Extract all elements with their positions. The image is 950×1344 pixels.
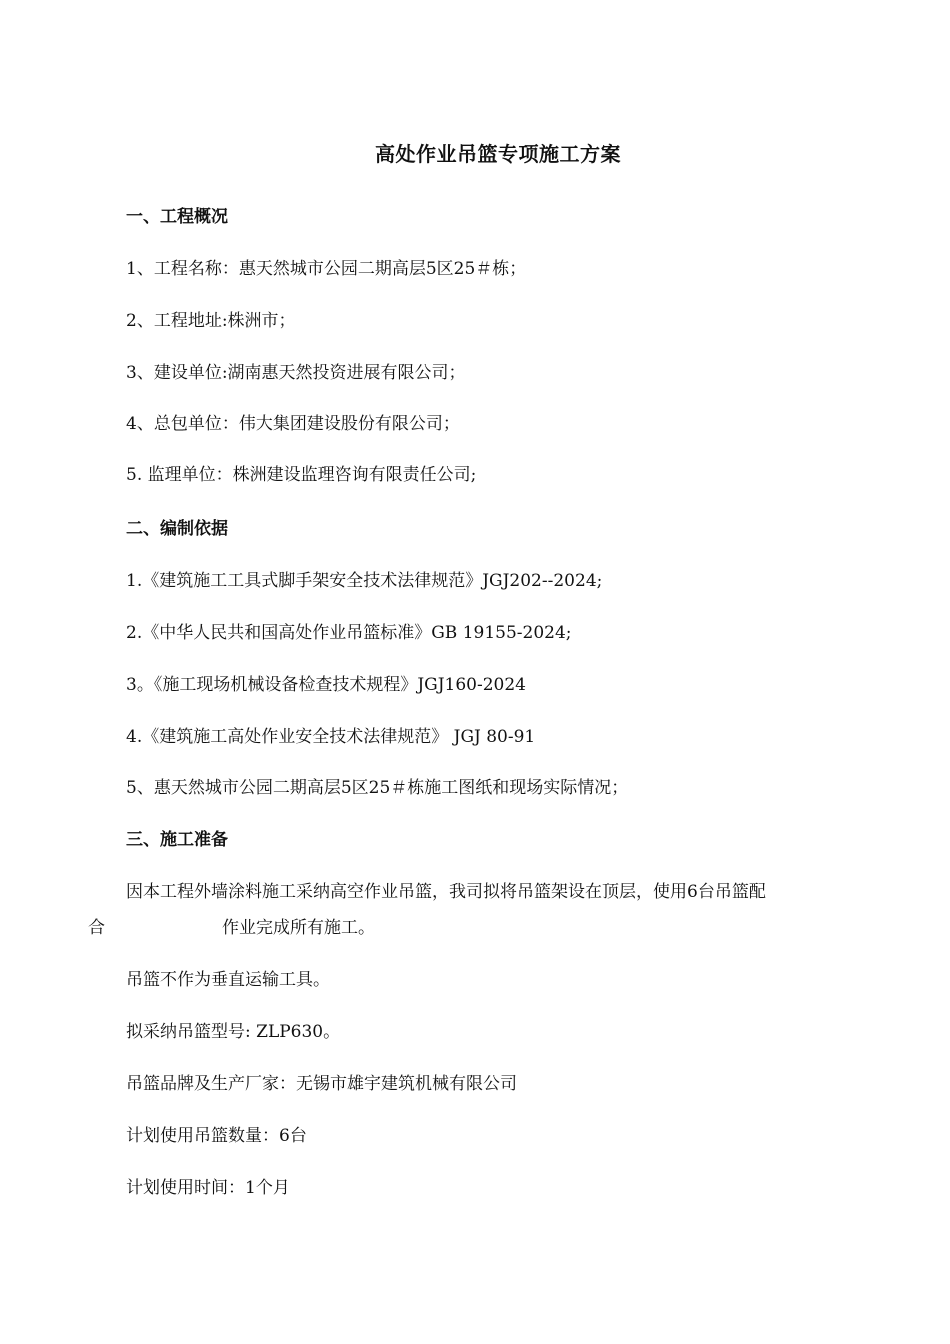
overview-item: 2、工程地址:株洲市；: [126, 311, 296, 331]
preparation-paragraph-line1: 因本工程外墙涂料施工采纳高空作业吊篮，我司拟将吊篮架设在顶层，使用6台吊篮配: [126, 882, 766, 902]
section-heading-basis: 二、编制依据: [126, 519, 228, 539]
basis-item: 2.《中华人民共和国高处作业吊篮标准》GB 19155-2024;: [126, 623, 572, 643]
basis-item: 3。《施工现场机械设备检查技术规程》JGJ160-2024: [126, 675, 526, 695]
preparation-paragraph-line2-head: 合: [88, 918, 105, 938]
basis-item: 5、惠天然城市公园二期高层5区25＃栋施工图纸和现场实际情况；: [126, 778, 629, 798]
preparation-item: 吊篮不作为垂直运输工具。: [126, 970, 330, 990]
overview-item: 5. 监理单位：株洲建设监理咨询有限责任公司;: [126, 465, 477, 485]
overview-item: 3、建设单位:湖南惠天然投资进展有限公司；: [126, 363, 466, 383]
preparation-paragraph-line2-tail: 作业完成所有施工。: [222, 918, 375, 938]
preparation-item: 计划使用吊篮数量：6台: [126, 1126, 307, 1146]
section-heading-preparation: 三、施工准备: [126, 830, 228, 850]
basis-item: 4.《建筑施工高处作业安全技术法律规范》 JGJ 80-91: [126, 727, 536, 747]
section-heading-overview: 一、工程概况: [126, 207, 228, 227]
preparation-item: 吊篮品牌及生产厂家：无锡市雄宇建筑机械有限公司: [126, 1074, 517, 1094]
overview-item: 1、工程名称：惠天然城市公园二期高层5区25＃栋；: [126, 259, 527, 279]
document-title: 高处作业吊篮专项施工方案: [375, 142, 621, 166]
preparation-item: 拟采纳吊篮型号: ZLP630。: [126, 1022, 341, 1042]
preparation-item: 计划使用时间：1个月: [126, 1178, 290, 1198]
overview-item: 4、总包单位：伟大集团建设股份有限公司；: [126, 414, 460, 434]
basis-item: 1.《建筑施工工具式脚手架安全技术法律规范》JGJ202--2024;: [126, 571, 603, 591]
